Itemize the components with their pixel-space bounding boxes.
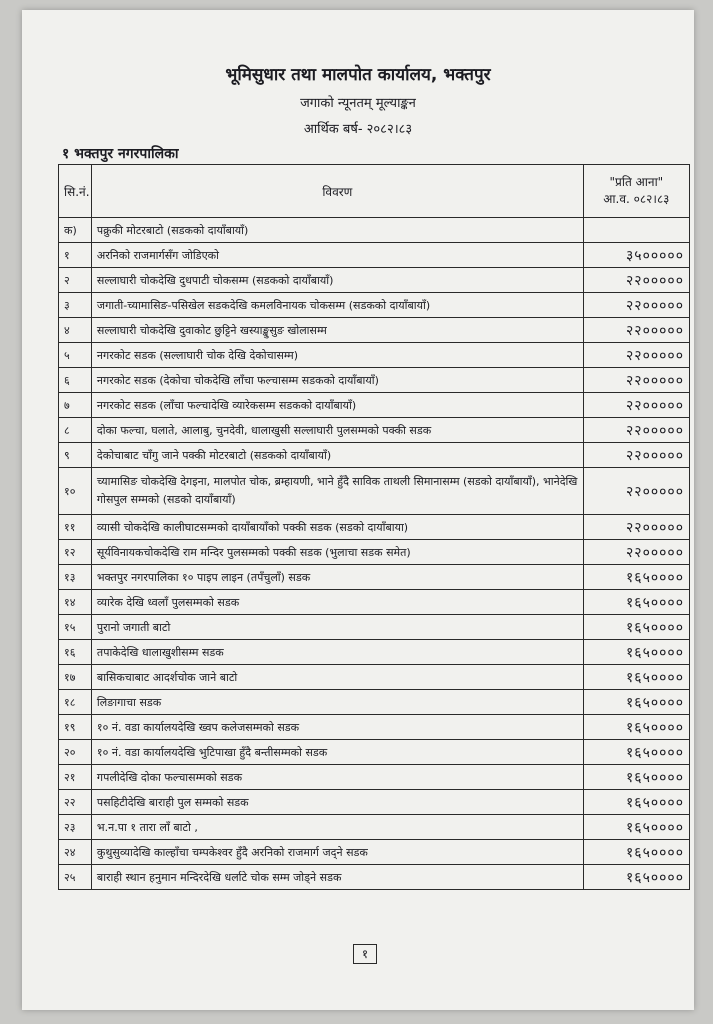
table-row xyxy=(59,615,690,640)
row-description: तपाकेदेखि धालाखुशीसम्म सडक xyxy=(91,640,583,665)
row-rate: २२००००० xyxy=(583,318,689,343)
table-row xyxy=(59,468,690,515)
row-sn: २० xyxy=(59,740,92,765)
row-sn: १५ xyxy=(59,615,92,640)
row-rate: १६५०००० xyxy=(583,815,689,840)
row-sn: ९ xyxy=(59,443,92,468)
row-rate: २२००००० xyxy=(583,268,689,293)
row-description: नगरकोट सडक (सल्लाघारी चोक देखि देकोचासम्म) xyxy=(91,343,583,368)
row-rate: २२००००० xyxy=(583,540,689,565)
row-sn: १६ xyxy=(59,640,92,665)
row-description: गपलीदेखि दोका फल्चासम्मको सडक xyxy=(91,765,583,790)
row-sn: १९ xyxy=(59,715,92,740)
table-row xyxy=(59,318,690,343)
row-rate: १६५०००० xyxy=(583,690,689,715)
table-row xyxy=(59,865,690,890)
header-rate xyxy=(583,165,689,218)
row-description: सल्लाघारी चोकदेखि दुवाकोट छुट्टिने खस्याङ्खुसुङ खोलासम्म xyxy=(91,318,583,343)
row-sn: २१ xyxy=(59,765,92,790)
row-rate: १६५०००० xyxy=(583,740,689,765)
table-row xyxy=(59,565,690,590)
row-sn: क) xyxy=(59,218,92,243)
row-sn: १४ xyxy=(59,590,92,615)
table-row xyxy=(59,243,690,268)
row-rate: १६५०००० xyxy=(583,565,689,590)
row-description: नगरकोट सडक (लाँचा फल्चादेखि व्यारेकसम्म सडकको दायाँबायाँ) xyxy=(91,393,583,418)
row-rate: २२००००० xyxy=(583,293,689,318)
row-rate: १६५०००० xyxy=(583,840,689,865)
row-sn: ७ xyxy=(59,393,92,418)
document-page xyxy=(22,10,694,1010)
row-description: व्यारेक देखि ध्वलाँ पुलसम्मको सडक xyxy=(91,590,583,615)
row-sn: ६ xyxy=(59,368,92,393)
row-description: १० नं. वडा कार्यालयदेखि भुटिपाखा हुँदै बन्तीसम्मको सडक xyxy=(91,740,583,765)
document-header xyxy=(22,62,694,137)
table-row xyxy=(59,590,690,615)
header-rate-line2: आ.व. ०८२।८३ xyxy=(603,192,670,206)
table-row xyxy=(59,515,690,540)
row-sn: १३ xyxy=(59,565,92,590)
fiscal-year: आर्थिक बर्ष- २०८२।८३ xyxy=(303,122,413,137)
table-row xyxy=(59,443,690,468)
row-rate: १६५०००० xyxy=(583,640,689,665)
row-rate: २२००००० xyxy=(583,368,689,393)
row-rate: २२००००० xyxy=(583,515,689,540)
table-row xyxy=(59,540,690,565)
row-sn: १ xyxy=(59,243,92,268)
row-description: अरनिको राजमार्गसँग जोडिएको xyxy=(91,243,583,268)
office-title: भूमिसुधार तथा मालपोत कार्यालय, भक्तपुर xyxy=(225,65,491,85)
table-row xyxy=(59,293,690,318)
row-description: देकोचाबाट चाँगु जाने पक्की मोटरबाटो (सडकको दायाँबायाँ) xyxy=(91,443,583,468)
row-sn: ५ xyxy=(59,343,92,368)
page-number: १ xyxy=(353,944,377,964)
row-description: भक्तपुर नगरपालिका १० पाइप लाइन (तपँचुलाँ) सडक xyxy=(91,565,583,590)
row-sn: १८ xyxy=(59,690,92,715)
row-rate: ३५००००० xyxy=(583,243,689,268)
table-row xyxy=(59,815,690,840)
row-description: सल्लाघारी चोकदेखि दुधपाटी चोकसम्म (सडकको दायाँबायाँ) xyxy=(91,268,583,293)
row-description: १० नं. वडा कार्यालयदेखि ख्वप कलेजसम्मको सडक xyxy=(91,715,583,740)
row-sn: १२ xyxy=(59,540,92,565)
row-description: नगरकोट सडक (देकोचा चोकदेखि लाँचा फल्चासम्म सडकको दायाँबायाँ) xyxy=(91,368,583,393)
row-description: पुरानो जगाती बाटो xyxy=(91,615,583,640)
row-description: बासिकचाबाट आदर्शचोक जाने बाटो xyxy=(91,665,583,690)
table-row xyxy=(59,790,690,815)
row-sn: २३ xyxy=(59,815,92,840)
row-description: लिङागाचा सडक xyxy=(91,690,583,715)
row-rate: १६५०००० xyxy=(583,665,689,690)
row-description: सूर्यविनायकचोकदेखि राम मन्दिर पुलसम्मको पक्की सडक (भुलाचा सडक समेत) xyxy=(91,540,583,565)
row-rate: १६५०००० xyxy=(583,765,689,790)
row-rate: १६५०००० xyxy=(583,865,689,890)
row-rate: १६५०००० xyxy=(583,715,689,740)
row-sn: २२ xyxy=(59,790,92,815)
row-sn: २४ xyxy=(59,840,92,865)
row-rate: १६५०००० xyxy=(583,790,689,815)
row-sn: २ xyxy=(59,268,92,293)
table-row xyxy=(59,840,690,865)
row-description: पक्रुकी मोटरबाटो (सडकको दायाँबायाँ) xyxy=(91,218,583,243)
table-row xyxy=(59,268,690,293)
table-row xyxy=(59,715,690,740)
row-description: च्यामासिङ चोकदेखि देगइना, मालपोत चोक, ब्रम्हायणी, भाने हुँदै साविक ताथली सिमानासम्म (सडको दायाँबायाँ), भानेदेखि गोसपुल सम्मको (सडको दायाँबायाँ) xyxy=(91,468,583,515)
row-description: कुथुसुव्यादेखि काल्हाँचा चम्पकेश्वर हुँदै अरनिको राजमार्ग जद्ने सडक xyxy=(91,840,583,865)
table-row xyxy=(59,665,690,690)
row-sn: ११ xyxy=(59,515,92,540)
table-row xyxy=(59,740,690,765)
row-sn: ३ xyxy=(59,293,92,318)
table-row xyxy=(59,343,690,368)
document-subtitle: जगाको न्यूनतम् मूल्याङ्कन xyxy=(300,96,416,111)
row-sn: ८ xyxy=(59,418,92,443)
row-sn: ४ xyxy=(59,318,92,343)
header-description: विवरण xyxy=(91,165,583,218)
row-description: भ.न.पा १ तारा लाँ बाटो , xyxy=(91,815,583,840)
row-sn: १० xyxy=(59,468,92,515)
row-rate: १६५०००० xyxy=(583,615,689,640)
section-label: १ भक्तपुर नगरपालिका xyxy=(62,146,179,162)
row-rate: २२००००० xyxy=(583,393,689,418)
table-row xyxy=(59,393,690,418)
row-description: दोका फल्चा, घलाते, आलाबु, चुनदेवी, धालाखुसी सल्लाघारी पुलसम्मको पक्की सडक xyxy=(91,418,583,443)
table-header-row xyxy=(59,165,690,218)
table-row xyxy=(59,640,690,665)
table-row xyxy=(59,368,690,393)
table-row xyxy=(59,765,690,790)
header-rate-line1: "प्रति आना" xyxy=(609,175,664,189)
header-sn: सि.नं. xyxy=(59,165,92,218)
row-sn: २५ xyxy=(59,865,92,890)
row-rate: २२००००० xyxy=(583,343,689,368)
valuation-table xyxy=(58,164,690,890)
table-row xyxy=(59,418,690,443)
row-description: व्यासी चोकदेखि कालीघाटसम्मको दायाँबायाँको पक्की सडक (सडको दायाँबाया) xyxy=(91,515,583,540)
row-rate: २२००००० xyxy=(583,418,689,443)
row-description: पसहिटीदेखि बाराही पुल सम्मको सडक xyxy=(91,790,583,815)
row-rate: १६५०००० xyxy=(583,590,689,615)
row-rate xyxy=(583,218,689,243)
table-row xyxy=(59,690,690,715)
row-description: जगाती-च्यामासिङ-पसिखेल सडकदेखि कमलविनायक चोकसम्म (सडकको दायाँबायाँ) xyxy=(91,293,583,318)
row-description: बाराही स्थान हनुमान मन्दिरदेखि धर्लाटे चोक सम्म जोड्ने सडक xyxy=(91,865,583,890)
table-row xyxy=(59,218,690,243)
row-rate: २२००००० xyxy=(583,443,689,468)
row-sn: १७ xyxy=(59,665,92,690)
row-rate: २२००००० xyxy=(583,468,689,515)
